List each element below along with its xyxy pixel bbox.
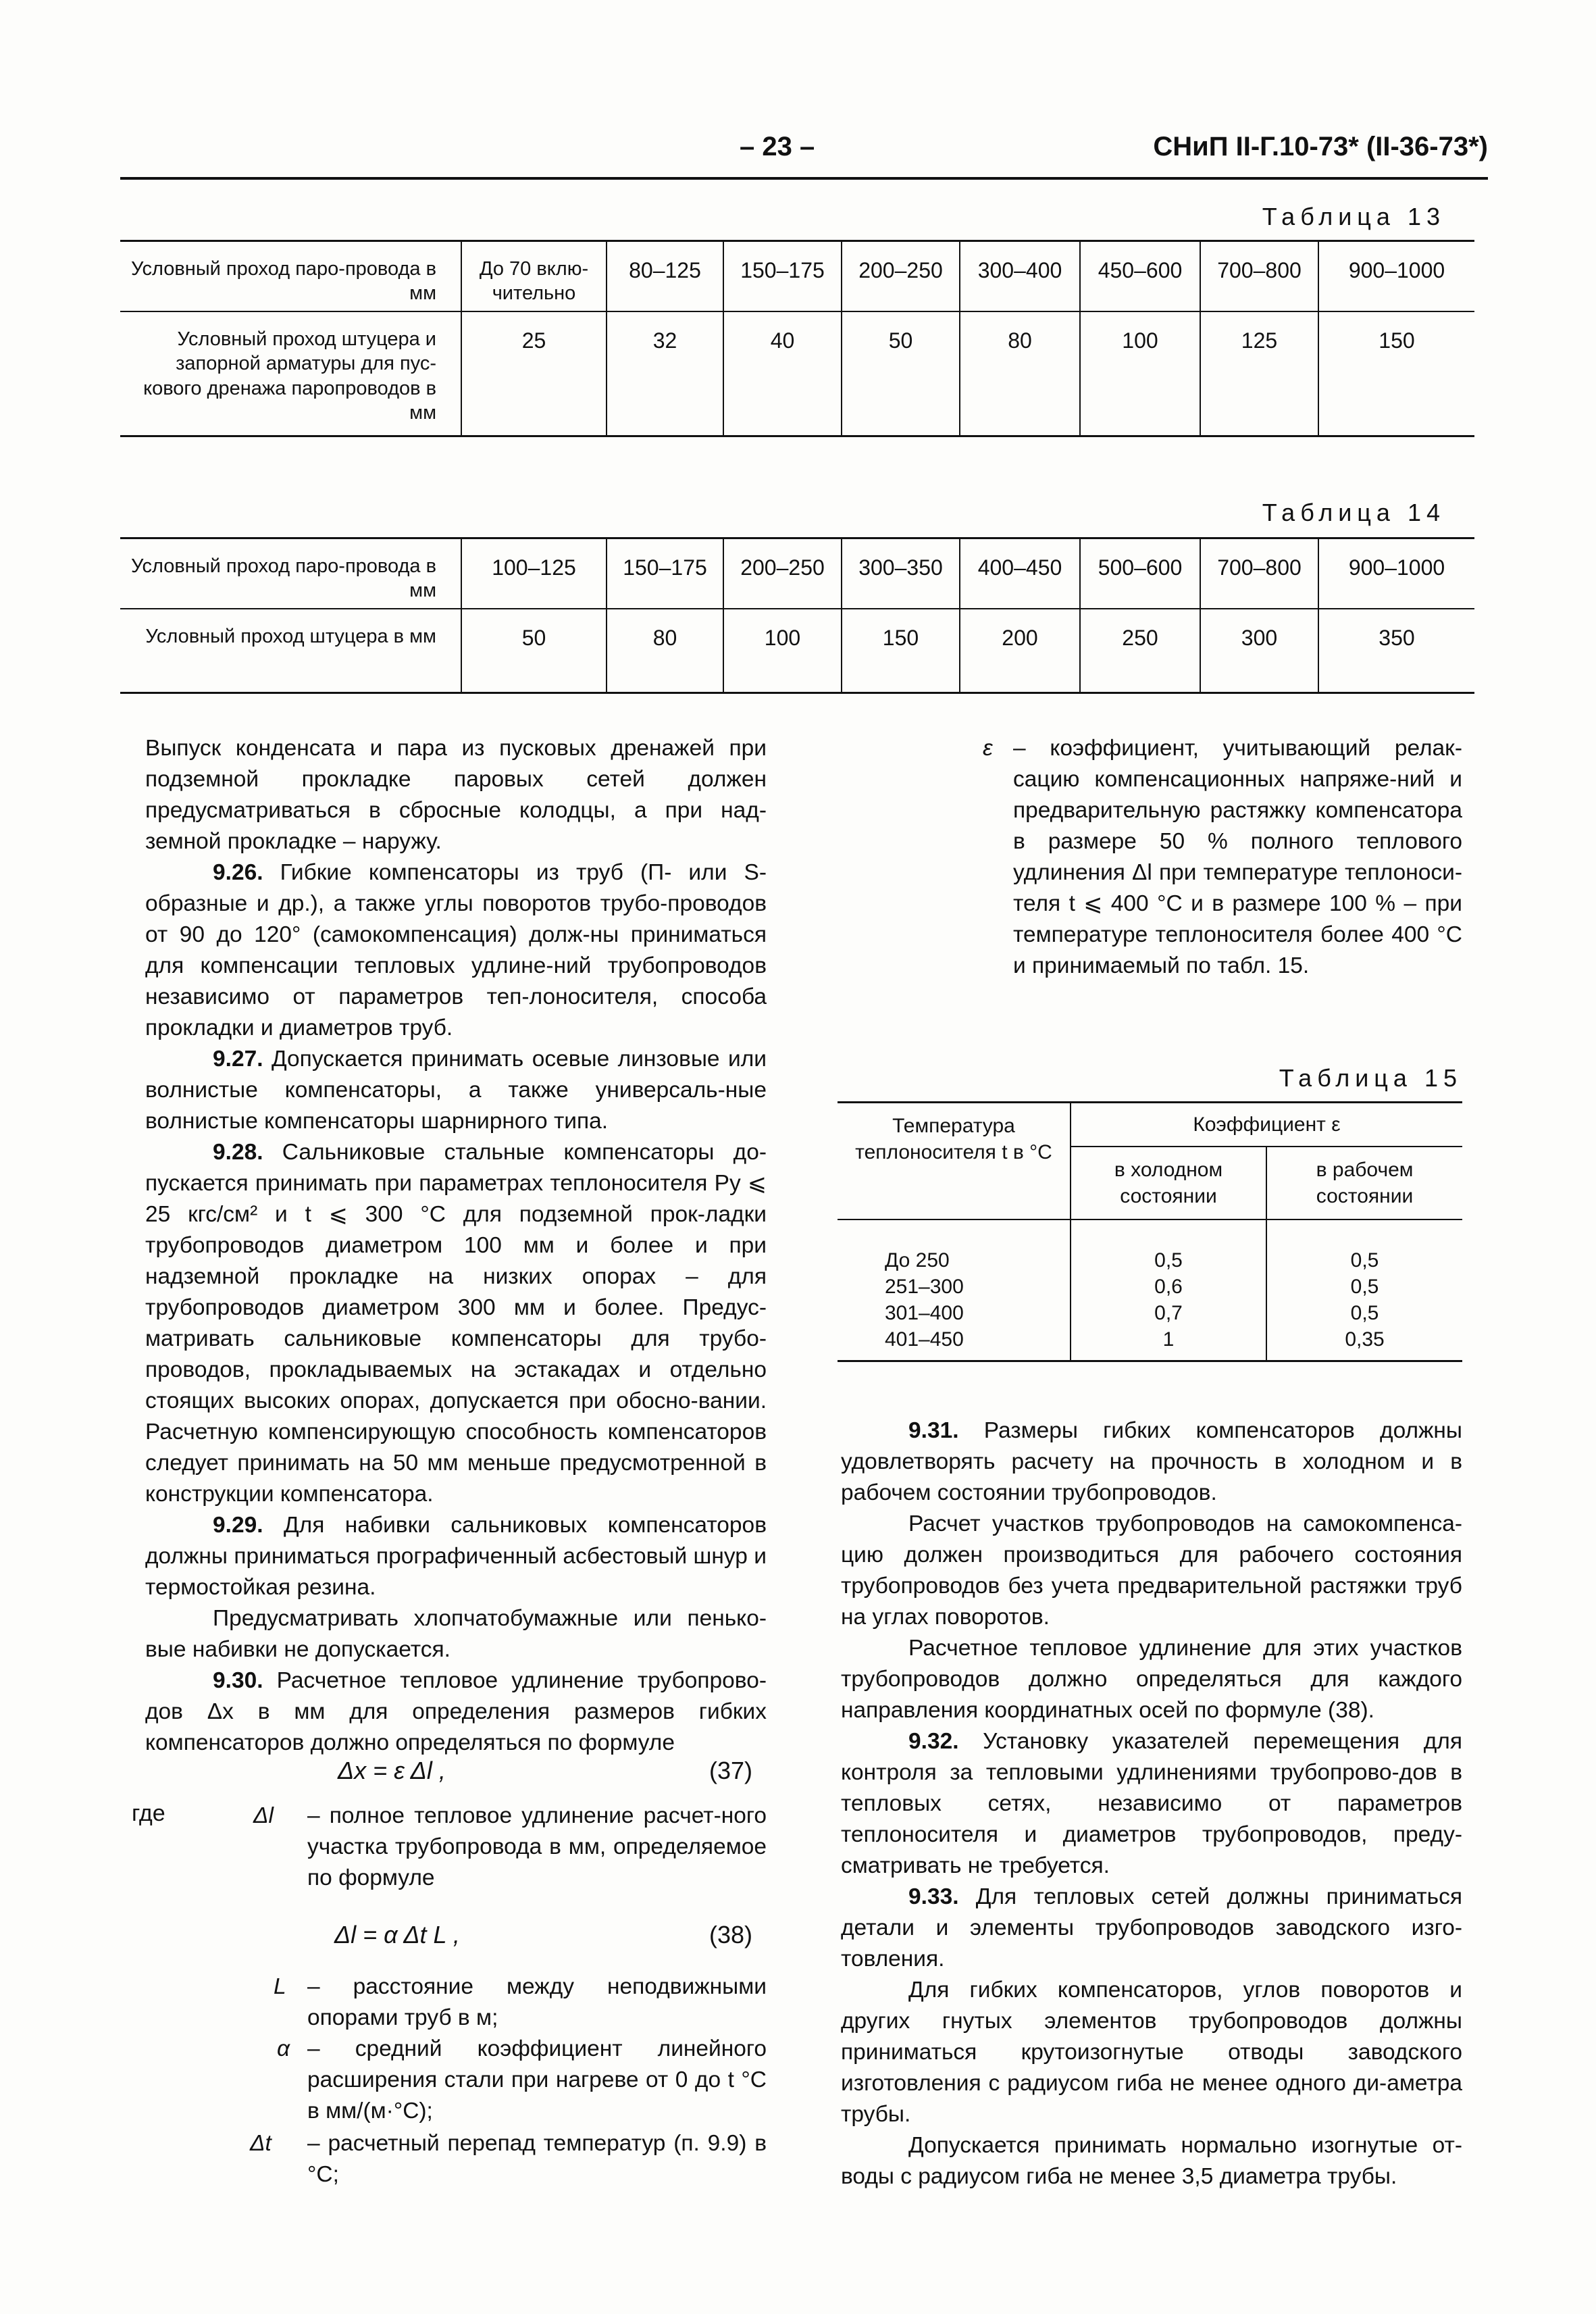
table14-cell: 250 xyxy=(1080,609,1200,693)
definition-L xyxy=(274,1971,767,2034)
definition-epsilon xyxy=(983,733,1462,982)
table13-cell: 80–125 xyxy=(607,241,723,312)
table14-cell: 700–800 xyxy=(1200,538,1318,609)
table14-cell: 150 xyxy=(842,609,960,693)
header-rule xyxy=(120,177,1488,180)
table13-cell: 80 xyxy=(960,311,1080,436)
definition-delta-l xyxy=(253,1801,767,1894)
table14-cell: 50 xyxy=(461,609,607,693)
table14-cell: 300–350 xyxy=(842,538,960,609)
table14-cell: 400–450 xyxy=(960,538,1080,609)
formula-38: Δl = α Δt L , xyxy=(334,1921,460,1948)
clause-number: 9.33. xyxy=(908,1884,959,1909)
table13-cell: 100 xyxy=(1080,311,1200,436)
definition-alpha xyxy=(277,2034,767,2127)
paragraph: Допускается принимать нормально изогнутые от-воды с радиусом гиба не менее 3,5 диаметра трубы. xyxy=(841,2133,1462,2189)
table15-cold: 0,7 xyxy=(1154,1301,1183,1324)
table13-cell: 50 xyxy=(842,311,960,436)
formula-37-number: (37) xyxy=(709,1757,753,1784)
table13-cell: 450–600 xyxy=(1080,241,1200,312)
clause-text: Установку указателей перемещения для контроля за тепловыми удлинениями трубопрово-дов в тепловых сетях, независимо от параметров теплоносителя и диаметров трубопроводов, преду-сматривать не требуется. xyxy=(841,1729,1462,1878)
table15-temps xyxy=(838,1219,1071,1361)
paragraph-9-32 xyxy=(841,1726,1462,1882)
paragraph: Расчет участков трубопроводов на самокомпенса-цию должен производиться для рабочего состояния трубопроводов без учета предварительной растяжки труб на углах поворотов. xyxy=(841,1511,1462,1630)
table13-row-pipe xyxy=(120,241,1474,312)
table14-cell: 900–1000 xyxy=(1318,538,1474,609)
table15-temp: 301–400 xyxy=(885,1301,964,1324)
clause-text: Допускается принимать осевые линзовые или волнистые компенсаторы, а также универсаль-ные волнистые компенсаторы шарнирного типа. xyxy=(145,1047,767,1134)
paragraph-9-29 xyxy=(145,1510,767,1603)
symbol: L xyxy=(274,1974,286,1999)
table15-col-cold: в холодном состоянии xyxy=(1071,1147,1266,1219)
paragraph: Предусматривать хлопчатобумажные или пенько-вые набивки не допускается. xyxy=(145,1606,767,1662)
table15-work: 0,5 xyxy=(1350,1249,1379,1272)
clause-text: Для тепловых сетей должны приниматься детали и элементы трубопроводов заводского изго-товления. xyxy=(841,1884,1462,1971)
definition-delta-t xyxy=(250,2128,767,2190)
table15 xyxy=(838,1101,1462,1362)
symbol: α xyxy=(277,2036,290,2061)
table14-row1-label: Условный проход паро-провода в мм xyxy=(120,538,461,609)
table14-cell: 500–600 xyxy=(1080,538,1200,609)
table15-work: 0,5 xyxy=(1350,1301,1379,1324)
table15-group-coefficient: Коэффициент ε xyxy=(1071,1103,1462,1147)
paragraph-9-31 xyxy=(841,1415,1462,1509)
table14-cell: 80 xyxy=(607,609,723,693)
table13-caption: Таблица 13 xyxy=(1262,203,1445,230)
table14-row-fitting xyxy=(120,609,1474,693)
symbol: ε xyxy=(983,736,993,761)
paragraph: Для гибких компенсаторов, углов поворотов и других гнутых элементов трубопроводов должны приниматься крутоизогнутые отводы заводского изготовления с радиусом гиба не менее одного ди-аметра трубы. xyxy=(841,1978,1462,2127)
table15-work-values xyxy=(1266,1219,1462,1361)
table13-row2-label: Условный проход штуцера и запорной арматуры для пус-кового дренажа паропроводов в мм xyxy=(120,311,461,436)
clause-number: 9.26. xyxy=(213,860,263,885)
where-label: где xyxy=(132,1801,165,1826)
table14-cell: 150–175 xyxy=(607,538,723,609)
formula-37: Δx = ε Δl , xyxy=(338,1757,446,1784)
paragraph: Выпуск конденсата и пара из пусковых дренажей при подземной прокладке паровых сетей должен предусматриваться в сбросные колодцы, а при над-земной прокладке – наружу. xyxy=(145,736,767,854)
table14-cell: 100 xyxy=(723,609,842,693)
clause-number: 9.30. xyxy=(213,1668,263,1693)
table14 xyxy=(120,537,1474,694)
table15-work: 0,5 xyxy=(1350,1275,1379,1298)
table15-body-row xyxy=(838,1219,1462,1361)
paragraph-9-30 xyxy=(145,1665,767,1759)
table13-cell: 150 xyxy=(1318,311,1474,436)
clause-number: 9.27. xyxy=(213,1047,263,1072)
table14-cell: 100–125 xyxy=(461,538,607,609)
clause-number: 9.29. xyxy=(213,1513,263,1538)
clause-text: Сальниковые стальные компенсаторы до-пускается принимать при параметрах теплоносителя Pу ⩽ 25 кгс/см² и t ⩽ 300 °C для подземной прок-ладки трубопроводов диаметром 100 мм и более и при надземной прокладке на низких опорах – для трубопроводов диаметром 300 мм и более. Предус-матривать сальниковые компенсаторы для трубо-проводов, прокладываемых на эстакадах и отдельно стоящих высоких опорах, допускается при обосно-вании. Расчетную компенсирующую способность компенсаторов следует принимать на 50 мм меньше предусмотренной в конструкции компенсатора. xyxy=(145,1140,767,1507)
page-number: – 23 – xyxy=(740,132,815,161)
table15-temp: До 250 xyxy=(885,1249,950,1272)
table13-row-fitting xyxy=(120,311,1474,436)
table14-row2-label: Условный проход штуцера в мм xyxy=(120,609,461,693)
symbol: Δt xyxy=(250,2131,272,2156)
table14-cell: 300 xyxy=(1200,609,1318,693)
table14-cell: 200–250 xyxy=(723,538,842,609)
clause-number: 9.32. xyxy=(908,1729,959,1754)
table13-cell: 700–800 xyxy=(1200,241,1318,312)
table15-col-work: в рабочем состоянии xyxy=(1266,1147,1462,1219)
table15-cold-values xyxy=(1071,1219,1266,1361)
paragraph-9-27 xyxy=(145,1044,767,1137)
table15-caption: Таблица 15 xyxy=(1279,1064,1462,1092)
clause-text: Расчетное тепловое удлинение трубопрово-дов Δx в мм для определения размеров гибких компенсаторов должно определяться по формуле xyxy=(145,1668,767,1755)
definition-text: – расчетный перепад температур (п. 9.9) в °С; xyxy=(307,2131,767,2187)
table13-cell: 25 xyxy=(461,311,607,436)
clause-number: 9.31. xyxy=(908,1418,959,1443)
table15-temp: 251–300 xyxy=(885,1275,964,1298)
table14-caption: Таблица 14 xyxy=(1262,499,1445,526)
paragraph-9-33 xyxy=(841,1882,1462,1975)
table13-cell: 40 xyxy=(723,311,842,436)
right-column xyxy=(841,1415,1462,2192)
table13-cell: 125 xyxy=(1200,311,1318,436)
table15-cold: 0,6 xyxy=(1154,1275,1183,1298)
table13-cell: 150–175 xyxy=(723,241,842,312)
table14-row-pipe xyxy=(120,538,1474,609)
table14-cell: 350 xyxy=(1318,609,1474,693)
table13-cell: 32 xyxy=(607,311,723,436)
definition-text: – расстояние между неподвижными опорами труб в м; xyxy=(307,1974,767,2030)
table13-row1-label: Условный проход паро-провода в мм xyxy=(120,241,461,312)
symbol: Δl xyxy=(253,1803,274,1828)
table15-work: 0,35 xyxy=(1345,1328,1385,1351)
definition-text: – средний коэффициент линейного расширения стали при нагреве от 0 до t °С в мм/(м·°С); xyxy=(307,2036,767,2123)
definition-text: – коэффициент, учитывающий релак-сацию компенсационных напряже-ний и предварительную растяжку компенсатора в размере 50 % полного теплового удлинения Δl при температуре теплоноси-теля t ⩽ 400 °С и в размере 100 % – при температуре теплоносителя более 400 °С и принимаемый по табл. 15. xyxy=(1013,736,1462,978)
table15-col-temperature: Температура теплоносителя t в °С xyxy=(838,1103,1071,1219)
definition-text: – полное тепловое удлинение расчет-ного участка трубопровода в мм, определяемое по формуле xyxy=(307,1803,767,1890)
table13-cell: 200–250 xyxy=(842,241,960,312)
table13 xyxy=(120,240,1474,437)
table15-cold: 0,5 xyxy=(1154,1249,1183,1272)
clause-text: Гибкие компенсаторы из труб (П- или S-образные и др.), а также углы поворотов трубо-проводов от 90 до 120° (самокомпенсация) долж-ны приниматься для компенсации тепловых удлине-ний трубопроводов независимо от параметров теп-лоносителя, способа прокладки и диаметров труб. xyxy=(145,860,767,1040)
table13-cell: До 70 вклю-чительно xyxy=(461,241,607,312)
paragraph-9-26 xyxy=(145,857,767,1044)
document-code: СНиП II-Г.10-73* (II-36-73*) xyxy=(1153,132,1488,161)
table15-temp: 401–450 xyxy=(885,1328,964,1351)
left-column xyxy=(145,733,767,1759)
formula-38-number: (38) xyxy=(709,1921,753,1948)
clause-text: Размеры гибких компенсаторов должны удовлетворять расчету на прочность в холодном и в рабочем состоянии трубопроводов. xyxy=(841,1418,1463,1505)
table15-cold: 1 xyxy=(1162,1328,1175,1351)
table15-header-row xyxy=(838,1103,1462,1147)
table13-cell: 900–1000 xyxy=(1318,241,1474,312)
table13-cell: 300–400 xyxy=(960,241,1080,312)
paragraph: Расчетное тепловое удлинение для этих участков трубопроводов должно определяться для каждого направления координатных осей по формуле (38). xyxy=(841,1636,1462,1723)
paragraph-9-28 xyxy=(145,1137,767,1510)
clause-number: 9.28. xyxy=(213,1140,263,1165)
table14-cell: 200 xyxy=(960,609,1080,693)
clause-text: Для набивки сальниковых компенсаторов должны приниматься прографиченный асбестовый шнур и термостойкая резина. xyxy=(145,1513,767,1600)
